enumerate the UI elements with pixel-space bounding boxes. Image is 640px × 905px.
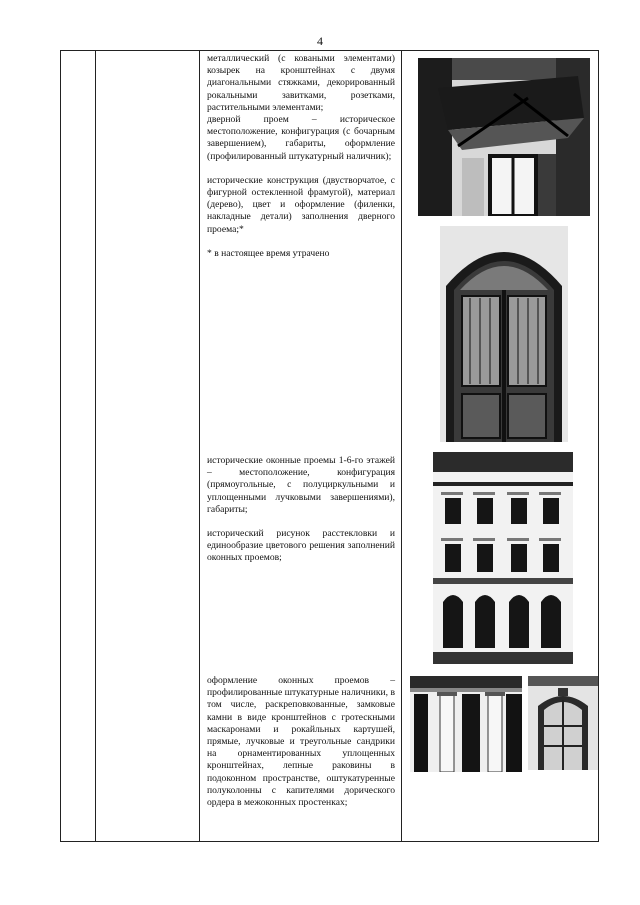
column-divider — [401, 51, 402, 841]
window-surround-photo — [528, 676, 598, 770]
row-1-text — [207, 53, 395, 260]
column-divider — [95, 51, 96, 841]
row-2-text — [207, 455, 395, 565]
paragraph: исторический рисунок расстекловки и единообразие цветового решения заполнений оконных проемов; — [207, 528, 395, 564]
paragraph: дверной проем – историческое местоположение, конфигурация (с бочарным завершением), габариты, оформление (профилированный штукатурный наличник); — [207, 114, 395, 162]
paragraph: исторические оконные проемы 1-6-го этажей – местоположение, конфигурация (прямоугольные, с полуциркульными и уплощенными лучковыми завершениями), габариты; — [207, 455, 395, 515]
half-columns-photo — [410, 676, 522, 772]
door-photo — [440, 226, 568, 442]
paragraph: исторические конструкция (двустворчатое, с фигурной остекленной фрамугой), материал (дерево), цвет и оформление (филенки, накладные детали) заполнения дверного проема;* — [207, 174, 395, 235]
column-divider — [199, 51, 200, 841]
paragraph: металлический (с коваными элементами) козырек на кронштейнах с двумя диагональными стяжками, декорированный рокальными завитками, розетками, растительными элементами; — [207, 53, 395, 113]
row-3-text — [207, 675, 395, 809]
footnote: * в настоящее время утрачено — [207, 247, 330, 259]
facade-windows-photo — [433, 452, 573, 664]
canopy-photo — [418, 58, 590, 216]
paragraph: оформление оконных проемов – профилированные штукатурные наличники, в том числе, раскреповкованные, замковые камни в виде кронштейнов с гротескными маскаронами и рокайльных картушей, прямые, лучковые и треугольные сандрики на орнаментированных уплощенных кронштейнах, лепные раковины в подоконном пространстве, оштукатуренные полуколонны с капителями дорического ордера в межоконных простенках; — [207, 675, 395, 809]
page-number: 4 — [317, 34, 323, 48]
